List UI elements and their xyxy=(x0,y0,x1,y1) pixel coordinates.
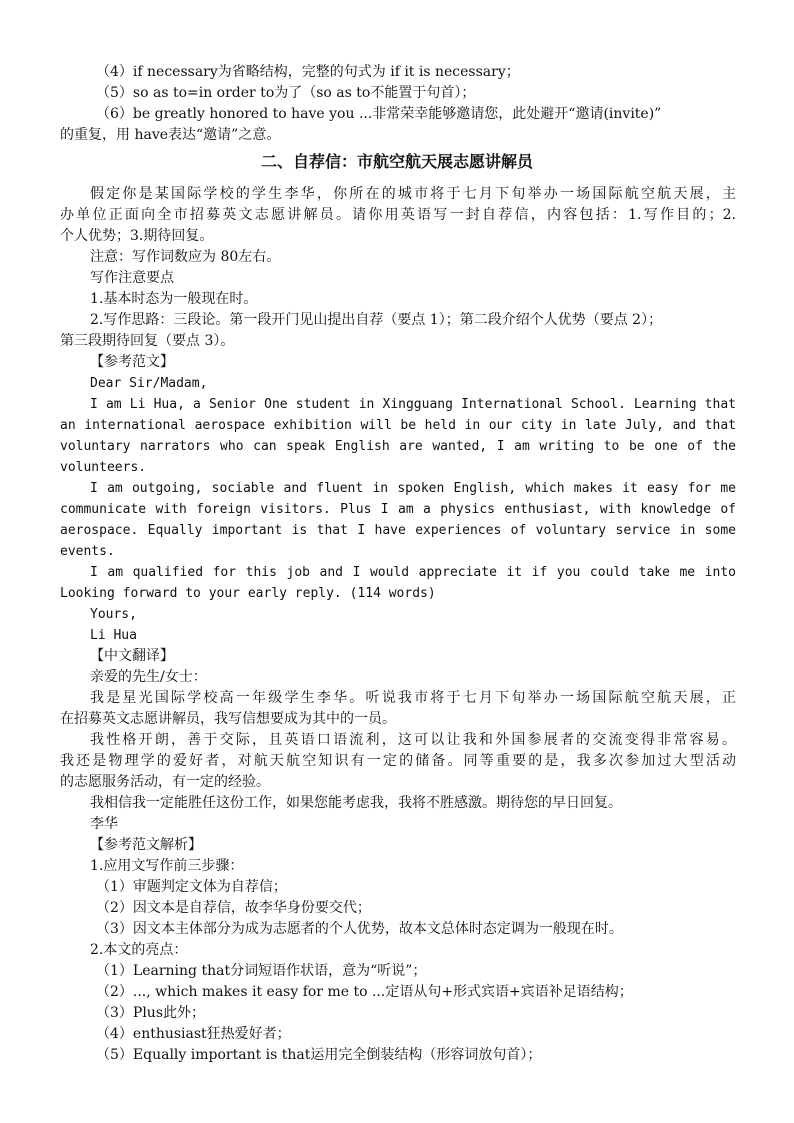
prompt-line: 个人优势；3.期待回复。 xyxy=(60,228,214,244)
prompt-line: 办单位正面向全市招募英文志愿讲解员。请你用英语写一封自荐信，内容包括：1.写作目的；2. xyxy=(60,207,736,223)
analysis-item: （1）Learning that分词短语作状语，意为“听说”； xyxy=(96,963,427,979)
analysis-subheading: 1.应用文写作前三步骤： xyxy=(90,858,244,874)
analysis-subheading: 2.本文的亮点： xyxy=(90,942,188,958)
translation-salutation: 亲爱的先生/女士： xyxy=(90,669,207,685)
letter-salutation: Dear Sir/Madam, xyxy=(90,376,208,391)
letter-line: I am qualified for this job and I would appreciate it if you could take me into xyxy=(90,565,736,580)
letter-line: I am outgoing, sociable and fluent in spoken English, which makes it easy for me xyxy=(90,481,736,496)
translation-line: 我相信我一定能胜任这份工作，如果您能考虑我，我将不胜感激。期待您的早日回复。 xyxy=(90,795,622,811)
prompt-line: 假定你是某国际学校的学生李华，你所在的城市将于七月下旬举办一场国际航空航天展，主 xyxy=(90,186,736,202)
prompt-point: 2.写作思路：三段论。第一段开门见山提出自荐（要点 1）；第二段介绍个人优势（要点 2）； xyxy=(90,312,663,328)
analysis-heading: 【参考范文解析】 xyxy=(90,837,202,853)
translation-line: 的志愿服务活动，有一定的经验。 xyxy=(60,774,270,790)
prompt-subheading: 写作注意要点 xyxy=(90,270,174,286)
note-line: 的重复，用 have表达“邀请”之意。 xyxy=(60,127,281,143)
translation-line: 我还是物理学的爱好者，对航天航空知识有一定的储备。同等重要的是，我多次参加过大型活动 xyxy=(60,753,736,769)
letter-line: voluntary narrators who can speak English are wanted, I am writing to be one of the xyxy=(60,439,736,454)
translation-signature: 李华 xyxy=(90,816,118,832)
translation-heading: 【中文翻译】 xyxy=(90,648,174,664)
analysis-item: （3）因文本主体部分为成为志愿者的个人优势，故本文总体时态定调为一般现在时。 xyxy=(96,921,623,937)
model-heading: 【参考范文】 xyxy=(90,354,174,370)
note-line: （6）be greatly honored to have you ...非常荣幸能够邀请您，此处避开“邀请(invite)” xyxy=(96,106,662,122)
note-line: （5）so as to=in order to为了（so as to不能置于句首）； xyxy=(96,85,476,101)
analysis-item: （3）Plus此外； xyxy=(96,1005,206,1021)
translation-line: 在招募英文志愿讲解员，我写信想要成为其中的一员。 xyxy=(60,711,396,727)
letter-line: aerospace. Equally important is that I have experiences of voluntary service in some xyxy=(60,523,736,538)
letter-line: I am Li Hua, a Senior One student in Xingguang International School. Learning that xyxy=(90,397,736,412)
translation-line: 我性格开朗，善于交际，且英语口语流利，这可以让我和外国参展者的交流变得非常容易。 xyxy=(90,732,736,748)
section-title: 二、自荐信：市航空航天展志愿讲解员 xyxy=(260,152,533,171)
prompt-point: 第三段期待回复（要点 3）。 xyxy=(60,333,235,349)
analysis-item: （1）审题判定文体为自荐信； xyxy=(96,879,287,895)
letter-line: volunteers. xyxy=(60,460,147,475)
translation-line: 我是星光国际学校高一年级学生李华。听说我市将于七月下旬举办一场国际航空航天展，正 xyxy=(90,690,736,706)
letter-line: communicate with foreign visitors. Plus I am a physics enthusiast, with knowledge of xyxy=(60,502,736,517)
letter-closing: Yours, xyxy=(90,607,137,622)
prompt-point: 1.基本时态为一般现在时。 xyxy=(90,291,258,307)
note-line: （4）if necessary为省略结构，完整的句式为 if it is necessary； xyxy=(96,64,520,80)
analysis-item: （4）enthusiast狂热爱好者； xyxy=(96,1026,291,1042)
analysis-item: （2）..., which makes it easy for me to ...定语从句+形式宾语+宾语补足语结构； xyxy=(96,984,633,1000)
analysis-item: （5）Equally important is that运用完全倒装结构（形容词放句首）； xyxy=(96,1047,542,1063)
letter-line: Looking forward to your early reply. (114 words) xyxy=(60,586,436,601)
prompt-note: 注意：写作词数应为 80左右。 xyxy=(90,249,281,265)
analysis-item: （2）因文本是自荐信，故李华身份要交代； xyxy=(96,900,371,916)
letter-line: an international aerospace exhibition will be held in our city in late July, and that xyxy=(60,418,736,433)
letter-signature: Li Hua xyxy=(90,628,137,643)
letter-line: events. xyxy=(60,544,115,559)
